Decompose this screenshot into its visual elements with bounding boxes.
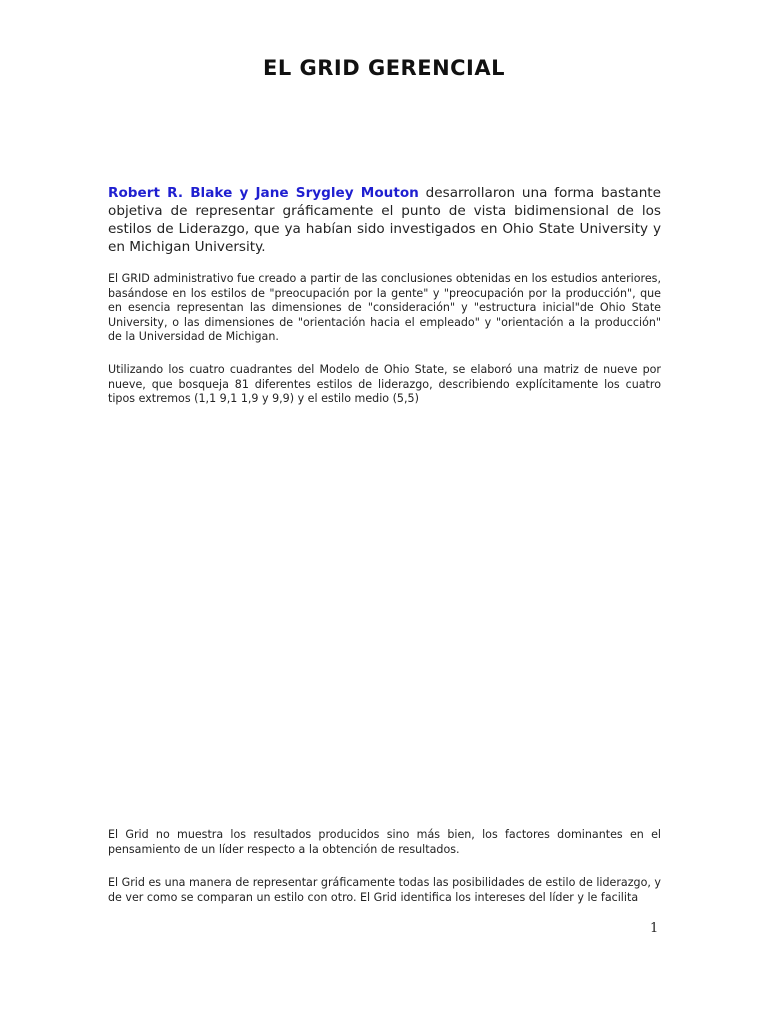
document-title: EL GRID GERENCIAL — [262, 56, 506, 80]
intro-paragraph — [108, 184, 661, 256]
paragraph-grid-origin: El GRID administrativo fue creado a partir de las conclusiones obtenidas en los estudios anteriores, basándose en los estilos de "preocupación por la gente" y "preocupación por la producción", que en esencia representan las dimensiones de "consideración" y "estructura inicial"de Ohio State University, o las dimensiones de "orientación hacia el empleado" y "orientación a la producción" de la Universidad de Michigan. — [108, 272, 661, 344]
paragraph-grid-representation: El Grid es una manera de representar gráficamente todas las posibilidades de estilo de liderazgo, y de ver como se comparan un estilo con otro. El Grid identifica los intereses del líder y le facilita — [108, 876, 661, 904]
intro-text: desarrollaron una forma bastante objetiva de representar gráficamente el punto de vista bidimensional de los estilos de Liderazgo, que ya habían sido investigados en Ohio State University y en Michigan University. — [108, 185, 661, 255]
paragraph-matrix: Utilizando los cuatro cuadrantes del Modelo de Ohio State, se elaboró una matriz de nueve por nueve, que bosqueja 81 diferentes estilos de liderazgo, describiendo explícitamente los cuatro tipos extremos (1,1 9,1 1,9 y 9,9) y el estilo medio (5,5) — [108, 363, 661, 406]
authors-name: Robert R. Blake y Jane Srygley Mouton — [108, 185, 419, 201]
paragraph-grid-results: El Grid no muestra los resultados producidos sino más bien, los factores dominantes en el pensamiento de un líder respecto a la obtención de resultados. — [108, 828, 661, 856]
page-number: 1 — [650, 921, 659, 936]
